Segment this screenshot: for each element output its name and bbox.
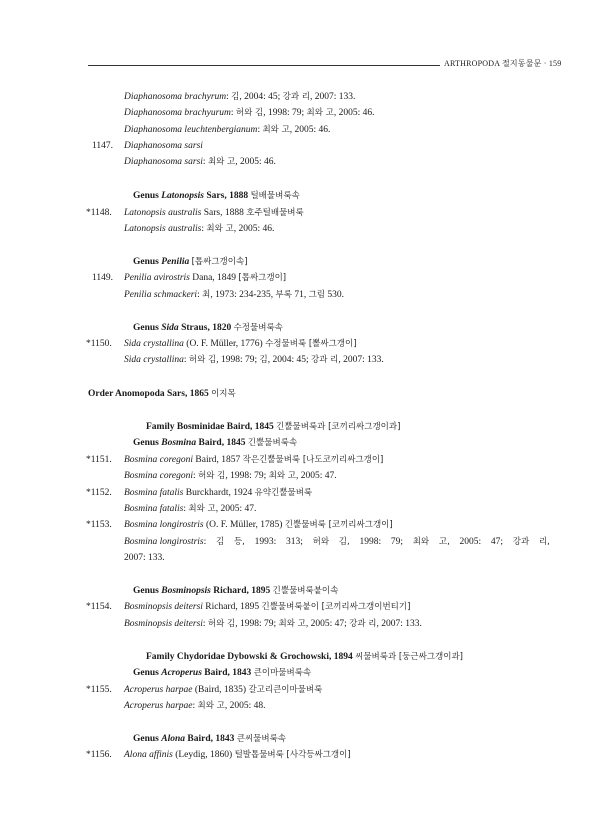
entry-number: *1154. <box>86 602 112 612</box>
synonym-citation <box>124 124 330 136</box>
korean-name-text: 그림 <box>308 290 325 300</box>
genus-heading <box>133 733 286 745</box>
order-heading <box>88 388 236 400</box>
citation-line-justified <box>124 536 550 548</box>
genus-label: Genus <box>133 438 162 448</box>
korean-name-text: 허와 김 <box>235 108 264 118</box>
citation-text: : <box>192 701 198 711</box>
entry-number: *1148. <box>86 208 112 218</box>
genus-heading <box>133 190 300 202</box>
citation-text: 530. <box>325 290 344 300</box>
citation-word: 2005: <box>459 537 482 547</box>
species-entry <box>124 487 312 499</box>
korean-name-text: 털발톱물벼룩 [사각등싸그갱이] <box>234 750 351 760</box>
synonym-citation <box>124 618 422 630</box>
citation-word: 1993: <box>254 537 277 547</box>
citation-text: Sars, 1888 <box>201 208 247 218</box>
korean-name-text: 최와 고 <box>206 224 234 234</box>
citation-text: , 1973: 234-235, <box>210 290 276 300</box>
entry-number: *1155. <box>86 685 112 695</box>
scientific-name: Sida crystallina <box>124 339 184 349</box>
entry-number: *1153. <box>86 520 112 530</box>
citation-text: : <box>197 290 203 300</box>
korean-name-text: 수정물벼룩 [뽈싸그갱이] <box>265 339 357 349</box>
korean-name-text: 호주털배물벼룩 <box>246 208 304 218</box>
citation-word: 고, <box>438 537 450 547</box>
citation-text: , 2005: 46. <box>289 125 331 135</box>
citation-text: , 1998: 79; <box>235 619 279 629</box>
genus-name: Alona <box>161 734 186 744</box>
scientific-name: Diaphanosoma brachyurum <box>124 108 231 118</box>
scientific-name: Bosmina fatalis <box>124 488 184 498</box>
scientific-name: Diaphanosoma leuchtenbergianum <box>124 125 258 135</box>
genus-korean-name: 털배물벼룩속 <box>250 191 300 201</box>
entry-number: 1147. <box>92 141 114 151</box>
scientific-name: Penilia schmackeri <box>124 290 198 300</box>
family-name: Family Bosminidae Baird, 1845 <box>146 422 277 432</box>
genus-korean-name: 긴뿔물벼룩붙이속 <box>272 586 339 596</box>
species-entry <box>124 338 357 350</box>
scientific-name: Diaphanosoma sarsi <box>124 157 203 167</box>
citation-word: 최와 <box>412 537 430 547</box>
korean-name-text: 최와 고 <box>188 504 216 514</box>
genus-heading <box>133 256 248 268</box>
synonym-citation <box>124 470 337 482</box>
korean-name-text: 최와 고 <box>197 701 225 711</box>
korean-name-text: 최와 고 <box>278 619 306 629</box>
scientific-name: Alona affinis <box>124 750 173 760</box>
genus-label: Genus <box>133 191 162 201</box>
korean-name-text: 허와 김 <box>188 355 217 365</box>
species-entry <box>124 140 203 152</box>
citation-text: , 2007: 133. <box>376 619 422 629</box>
korean-name-text: 허와 김 <box>207 619 236 629</box>
citation-text: : <box>202 619 208 629</box>
korean-name-text: 강과 리 <box>282 92 310 102</box>
korean-name-text: 최와 고 <box>268 471 297 481</box>
genus-authority: Baird, 1843 <box>185 734 237 744</box>
scientific-name: Bosmina coregoni <box>124 455 194 465</box>
genus-name: Bosminopsis <box>161 586 211 596</box>
genus-korean-name: 큰이마물벼룩속 <box>253 668 312 678</box>
korean-name-text: 부록 <box>275 290 292 300</box>
genus-authority: Richard, 1895 <box>210 586 273 596</box>
family-heading <box>146 651 463 663</box>
genus-label: Genus <box>133 734 162 744</box>
citation-word: 1998: <box>359 537 382 547</box>
genus-heading <box>133 437 297 449</box>
citation-text: 71, <box>291 290 309 300</box>
citation-text: : <box>193 471 199 481</box>
family-korean-name: 긴뿔물벼룩과 [코끼리싸그갱이과] <box>276 422 401 432</box>
citation-text: : <box>183 504 189 514</box>
korean-name-text: 긴뿔물벼룩 [코끼리싸그갱이] <box>284 520 393 530</box>
genus-heading <box>133 667 311 679</box>
order-heading-text: Order Anomopoda Sars, 1865 <box>88 389 212 399</box>
scientific-name: Bosminopsis deitersi <box>124 619 203 629</box>
citation-text: Dana, 1849 <box>189 273 239 283</box>
citation-text: (O. F. Müller, 1776) <box>183 339 266 349</box>
genus-name: Latonopsis <box>161 191 205 201</box>
genus-heading <box>133 585 338 597</box>
citation-word: 허와 <box>312 537 330 547</box>
genus-name: Bosmina <box>161 438 197 448</box>
korean-name-text: 허와 김 <box>198 471 226 481</box>
synonym-citation <box>124 91 355 103</box>
genus-korean-name: 수정물벼룩속 <box>233 323 283 333</box>
genus-authority: Straus, 1820 <box>178 323 234 333</box>
entry-number: *1152. <box>86 488 112 498</box>
citation-word: 79; <box>390 537 403 547</box>
scientific-name: Bosmina longirostris <box>124 537 204 547</box>
running-header: ARTHROPODA 절지동물문 · 159 <box>444 59 562 68</box>
citation-text: (O. F. Müller, 1785) <box>203 520 285 530</box>
korean-name-text: 작은긴뿔물벼룩 [나도코끼리싸그갱이] <box>242 455 384 465</box>
scientific-name: Bosmina longirostris <box>124 520 204 530</box>
header-rule <box>88 65 440 66</box>
citation-word: 리, <box>538 537 550 547</box>
citation-text: : <box>202 157 208 167</box>
citation-text: , 2004: 45; <box>267 355 312 365</box>
scientific-name: Bosmina fatalis <box>124 504 184 514</box>
citation-word: 313; <box>285 537 303 547</box>
synonym-citation <box>124 223 274 235</box>
synonym-citation <box>124 156 276 168</box>
genus-label: Genus <box>133 668 162 678</box>
species-entry <box>124 207 304 219</box>
citation-text: , 2004: 45; <box>239 92 283 102</box>
scientific-name: Acroperus harpae <box>124 685 193 695</box>
citation-word: Bosmina longirostris: <box>124 537 207 547</box>
species-entry <box>124 601 410 613</box>
korean-name-text: 최와 고 <box>207 157 236 167</box>
species-entry <box>124 519 393 531</box>
citation-line-continued <box>124 552 165 564</box>
citation-text: , 2005: 46. <box>235 157 276 167</box>
citation-word: 김, <box>338 537 350 547</box>
scientific-name: Bosmina coregoni <box>124 471 194 481</box>
korean-name-text: 갈고리큰이마물벼룩 <box>248 685 323 695</box>
citation-text: , 2005: 47. <box>296 471 337 481</box>
genus-label: Genus <box>133 586 162 596</box>
order-heading-korean: 이지목 <box>211 389 236 399</box>
genus-name: Sida <box>161 323 179 333</box>
species-entry <box>124 684 322 696</box>
synonym-citation <box>124 107 375 119</box>
species-entry <box>124 749 351 761</box>
citation-text: : <box>226 92 232 102</box>
citation-word: 강과 <box>512 537 530 547</box>
citation-continuation-text: 2007: 133. <box>124 553 165 563</box>
citation-text: , 2007: 133. <box>309 92 356 102</box>
citation-word: 47; <box>490 537 504 547</box>
citation-text: Baird, 1857 <box>193 455 243 465</box>
citation-word: 등, <box>233 537 245 547</box>
citation-text: (Leydig, 1860) <box>172 750 235 760</box>
genus-name: Acroperus <box>161 668 202 678</box>
citation-text: , 1998: 79; <box>263 108 307 118</box>
genus-authority: Baird, 1843 <box>201 668 254 678</box>
scientific-name: Latonopsis australis <box>124 224 202 234</box>
citation-text: (Baird, 1835) <box>192 685 249 695</box>
synonym-citation <box>124 503 256 515</box>
genus-korean-name: [톱싸그갱이속] <box>191 257 248 267</box>
korean-name-text: 강과 리 <box>311 355 339 365</box>
entry-number: *1156. <box>86 750 112 760</box>
genus-heading <box>133 322 283 334</box>
synonym-citation <box>124 354 384 366</box>
korean-name-text: 긴뿔물벼룩붙이 [코끼리싸그갱이번티기] <box>261 602 411 612</box>
species-entry <box>124 454 383 466</box>
citation-text: , 2007: 133. <box>338 355 384 365</box>
genus-korean-name: 긴뿔물벼룩속 <box>247 438 298 448</box>
citation-text: , 1998: 79; <box>216 355 260 365</box>
citation-text: : <box>183 355 189 365</box>
entry-number: 1149. <box>92 273 114 283</box>
scientific-name: Diaphanosoma brachyrum <box>124 92 227 102</box>
entry-number: *1150. <box>86 339 112 349</box>
scientific-name: Sida crystallina <box>124 355 184 365</box>
citation-text: , 2005: 47; <box>305 619 350 629</box>
synonym-citation <box>124 700 266 712</box>
citation-text: , 2005: 46. <box>333 108 375 118</box>
citation-text: : <box>257 125 263 135</box>
family-heading <box>146 421 400 433</box>
citation-text: , 2005: 47. <box>215 504 257 514</box>
scientific-name: Bosminopsis deitersi <box>124 602 203 612</box>
citation-text: , 1998: 79; <box>225 471 269 481</box>
genus-label: Genus <box>133 323 162 333</box>
family-name: Family Chydoridae Dybowski & Grochowski, 1894 <box>146 652 356 662</box>
genus-korean-name: 큰씨물벼룩속 <box>236 734 287 744</box>
citation-word: 김 <box>216 537 225 547</box>
genus-authority: Baird, 1845 <box>196 438 248 448</box>
scientific-name: Diaphanosoma sarsi <box>124 141 203 151</box>
citation-text: Burckhardt, 1924 <box>183 488 255 498</box>
species-entry <box>124 272 286 284</box>
korean-name-text: 김 <box>231 92 240 102</box>
synonym-citation <box>124 289 344 301</box>
korean-name-text: 강과 리 <box>349 619 377 629</box>
genus-label: Genus <box>133 257 162 267</box>
korean-name-text: [톱싸그갱이] <box>238 273 287 283</box>
scientific-name: Penilia avirostris <box>124 273 190 283</box>
citation-text: , 2005: 46. <box>233 224 275 234</box>
korean-name-text: 유약긴뿔물벼룩 <box>254 488 313 498</box>
citation-text: : <box>201 224 207 234</box>
scientific-name: Acroperus harpae <box>124 701 193 711</box>
genus-name: Penilia <box>161 257 190 267</box>
citation-text: , 2005: 48. <box>224 701 266 711</box>
citation-text: : <box>230 108 236 118</box>
citation-text: Richard, 1895 <box>202 602 262 612</box>
genus-authority: Sars, 1888 <box>204 191 251 201</box>
korean-name-text: 최와 고 <box>306 108 334 118</box>
korean-name-text: 최 <box>202 290 211 300</box>
scientific-name: Latonopsis australis <box>124 208 202 218</box>
entry-number: *1151. <box>86 455 112 465</box>
korean-name-text: 최와 고 <box>262 125 290 135</box>
family-korean-name: 씨물벼룩과 [둥근싸그갱이과] <box>355 652 463 662</box>
korean-name-text: 김 <box>259 355 268 365</box>
